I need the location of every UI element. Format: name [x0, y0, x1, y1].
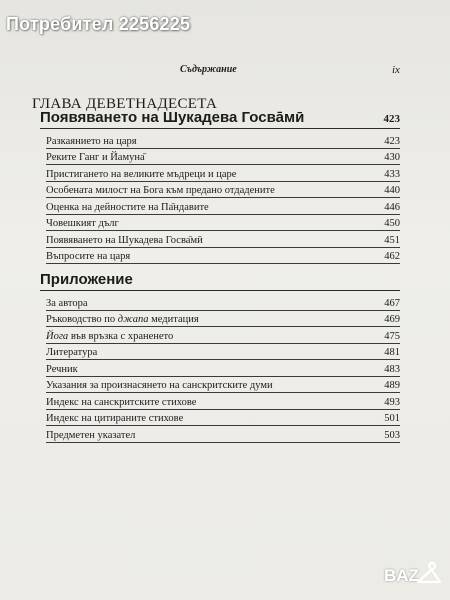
- toc-entry: [46, 426, 400, 443]
- toc-entry-title: Предметен указател: [46, 429, 136, 441]
- toc-entry: [46, 165, 400, 182]
- toc-entry: [46, 377, 400, 394]
- toc-entry-title: Литература: [46, 347, 98, 358]
- running-head-title: Съдържание: [180, 64, 237, 75]
- toc-entry-page: 475: [384, 330, 400, 342]
- toc-entry: [46, 149, 400, 166]
- toc-entry-title-part: във връзка с храненето: [68, 330, 174, 342]
- toc-entry-title-part: Ръководство по: [46, 314, 118, 325]
- toc-entry-title: [46, 314, 199, 325]
- toc-entry-page: 467: [384, 297, 400, 309]
- toc-entry-title-part: медитация: [148, 314, 199, 325]
- toc-entry-title: Появяването на Шукадева Госва̄мӣ: [46, 234, 203, 246]
- toc-entry-title: Особената милост на Бога към предано отдадените: [46, 185, 275, 196]
- toc-entry-page: 430: [384, 152, 400, 163]
- logo-text: BAZ: [384, 566, 419, 585]
- toc-entry: [46, 198, 400, 215]
- toc-entry-page: 440: [384, 185, 400, 196]
- toc-entry-page: 451: [384, 234, 400, 246]
- toc-entry: [46, 294, 400, 311]
- user-watermark: Потребител 2256225: [6, 14, 191, 34]
- toc-entry-page: 489: [384, 380, 400, 391]
- running-head-page-number: ix: [392, 64, 400, 76]
- toc-entry-title: Пристигането на великите мъдреци и царе: [46, 168, 237, 180]
- bazar-hanger-icon: [414, 560, 444, 590]
- toc-entry-title: За автора: [46, 297, 88, 309]
- toc-entry-title: Оценка на дейностите на Па̄ндавите: [46, 201, 209, 213]
- toc-entry: [46, 231, 400, 248]
- toc-entry: [46, 182, 400, 199]
- running-head: [0, 64, 450, 78]
- chapter-label: ГЛАВА ДЕВЕТНАДЕСЕТА: [32, 96, 218, 112]
- toc-entry: [46, 327, 400, 344]
- bazar-logo: [378, 556, 448, 592]
- toc-entry-title: Индекс на санскритските стихове: [46, 396, 197, 408]
- section-heading: [40, 108, 400, 129]
- toc-entry-title-emphasis: Йога: [46, 330, 69, 342]
- toc-entry-page: 446: [384, 201, 400, 213]
- toc-entry-title-emphasis: джапа: [117, 314, 149, 325]
- section-title: Появяването на Шукадева Госва̄мӣ: [40, 109, 305, 126]
- toc-section-chapter-19: [40, 108, 400, 264]
- toc-entry-page: 483: [384, 363, 400, 375]
- toc-entry-page: 423: [384, 135, 400, 147]
- toc-entry-page: 481: [384, 347, 400, 358]
- toc-entry-page: 469: [384, 314, 400, 325]
- toc-entry: [46, 248, 400, 265]
- section-heading: [40, 270, 400, 291]
- toc-entry-title: Индекс на цитираните стихове: [46, 413, 184, 424]
- section-title: Приложение: [40, 271, 133, 288]
- toc-entry-title: Указания за произнасянето на санскритските думи: [46, 380, 273, 391]
- toc-entry: [46, 215, 400, 232]
- toc-entry-title: Речник: [46, 363, 78, 375]
- toc-entry-title: Разкаянието на царя: [46, 135, 137, 147]
- toc-entry: [46, 393, 400, 410]
- toc-entry-page: 503: [384, 429, 400, 441]
- toc-entry-page: 433: [384, 168, 400, 180]
- toc-entry-title: Реките Ганг и Йамуна̄: [46, 152, 145, 163]
- toc-entry: [46, 311, 400, 328]
- toc-entry: [46, 360, 400, 377]
- toc-entry-page: 493: [384, 396, 400, 408]
- toc-entry: [46, 344, 400, 361]
- toc-entry-title: Човешкият дълг: [46, 218, 119, 229]
- toc-entry-title: [46, 331, 173, 342]
- toc-entry-title: Въпросите на царя: [46, 251, 131, 262]
- section-page: 423: [383, 113, 400, 125]
- toc-entry-page: 501: [384, 413, 400, 424]
- toc-entry: [46, 132, 400, 149]
- toc-entry-page: 450: [384, 218, 400, 229]
- toc-section-appendix: [40, 270, 400, 443]
- toc-entry-page: 462: [384, 251, 400, 262]
- toc-entry: [46, 410, 400, 427]
